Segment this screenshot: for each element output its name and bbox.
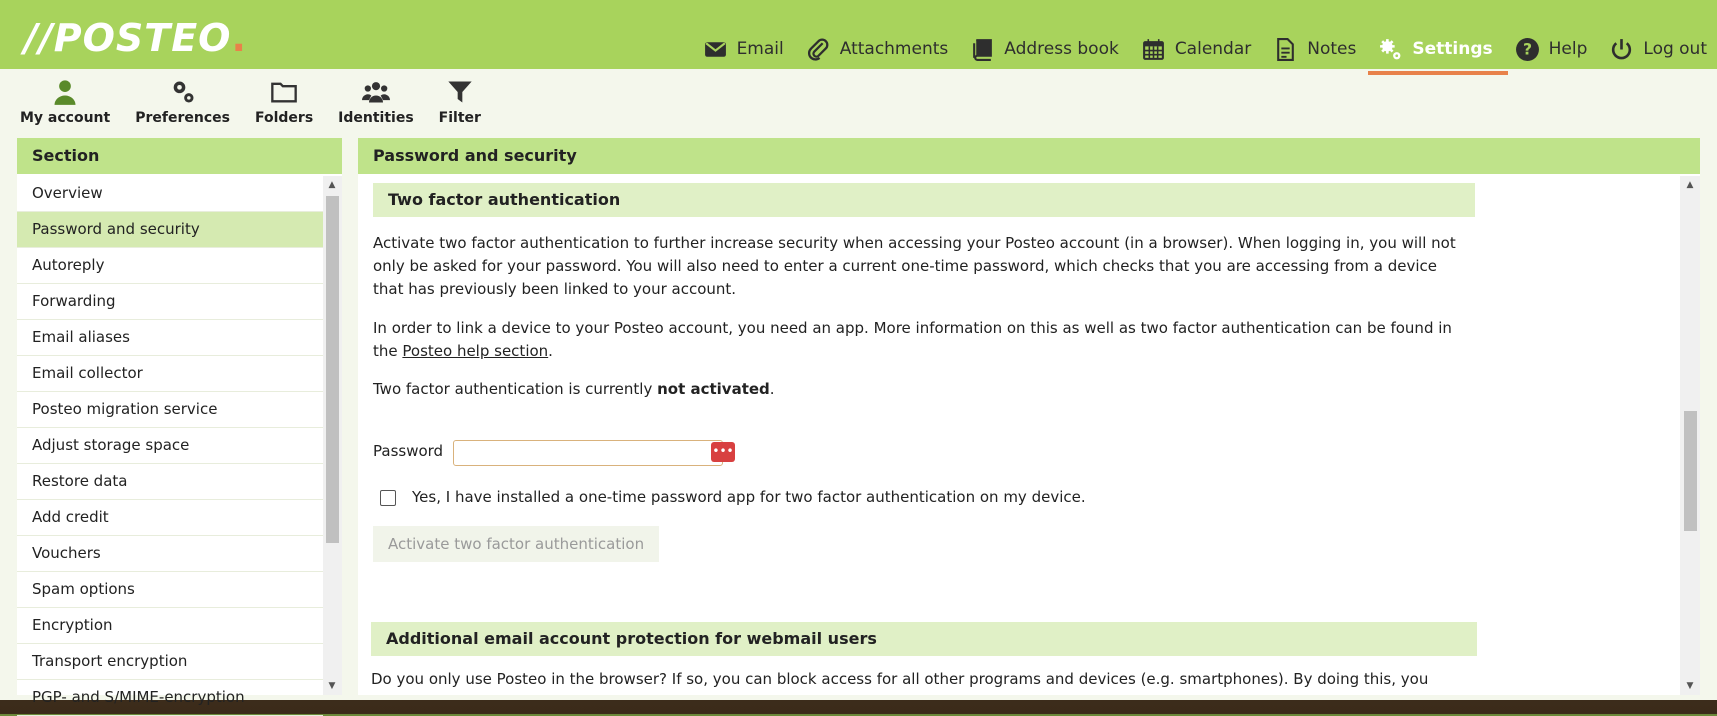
subnav-my-account[interactable]: [20, 78, 110, 126]
posteo-logo[interactable]: [24, 16, 247, 66]
sidebar-item-password-security[interactable]: Password and security: [17, 212, 323, 248]
scroll-down-arrow[interactable]: ▼: [328, 681, 336, 691]
subnav-filter[interactable]: [439, 78, 481, 126]
sidebar-heading: Section: [17, 138, 342, 174]
logo-text: //POSTEO: [24, 16, 232, 60]
sidebar-item-transport-encryption[interactable]: Transport encryption: [17, 644, 323, 680]
top-bar: [0, 0, 1717, 69]
activate-tfa-button[interactable]: Activate two factor authentication: [373, 526, 659, 562]
subnav-label: Identities: [338, 110, 414, 126]
subnav-label: Folders: [254, 110, 314, 126]
nav-label: Settings: [1412, 39, 1493, 59]
nav-address-book[interactable]: [970, 30, 1119, 68]
calendar-icon: [1141, 37, 1166, 62]
sidebar-item-overview[interactable]: Overview: [17, 176, 323, 212]
nav-attachments[interactable]: [806, 30, 949, 68]
nav-label: Attachments: [839, 39, 949, 59]
nav-help[interactable]: [1515, 30, 1588, 68]
subnav-label: Filter: [438, 110, 481, 126]
nav-email[interactable]: [703, 30, 784, 68]
password-manager-icon[interactable]: •••: [711, 442, 735, 462]
gears-icon: [169, 78, 197, 106]
envelope-icon: [703, 37, 728, 62]
tfa-status-value: not activated: [657, 380, 770, 398]
nav-label: Notes: [1307, 39, 1357, 59]
section-sidebar: [17, 138, 342, 706]
sidebar-item-restore-data[interactable]: Restore data: [17, 464, 323, 500]
nav-label: Address book: [1004, 39, 1119, 59]
svg-text:?: ?: [1522, 40, 1532, 59]
sidebar-item-encryption[interactable]: Encryption: [17, 608, 323, 644]
nav-settings[interactable]: [1378, 30, 1492, 68]
folder-icon: [270, 78, 298, 106]
tfa-app-info-end: .: [548, 342, 553, 360]
nav-logout[interactable]: [1609, 30, 1707, 68]
help-icon: [1515, 37, 1540, 62]
nav-label: Log out: [1643, 39, 1707, 59]
filter-icon: [446, 78, 474, 106]
tfa-app-info-text: In order to link a device to your Posteo account, you need an app. More information on this as well as two factor authentication can be found in the: [373, 319, 1452, 360]
webmail-protection-heading: Additional email account protection for webmail users: [371, 622, 1477, 656]
scroll-up-arrow[interactable]: ▲: [328, 180, 336, 190]
paperclip-icon: [806, 37, 831, 62]
sidebar-item-autoreply[interactable]: Autoreply: [17, 248, 323, 284]
subnav-identities[interactable]: [338, 78, 414, 126]
sidebar-list: [17, 176, 323, 706]
subnav-folders[interactable]: [255, 78, 313, 126]
tfa-status-end: .: [769, 380, 775, 398]
users-icon: [362, 78, 390, 106]
scroll-down-arrow[interactable]: ▼: [1686, 681, 1694, 691]
otp-app-checkbox-label[interactable]: Yes, I have installed a one-time password app for two factor authentication on my device.: [412, 488, 1086, 506]
settings-subnav: [20, 78, 506, 126]
content-heading: Password and security: [358, 138, 1700, 174]
sidebar-item-vouchers[interactable]: Vouchers: [17, 536, 323, 572]
sidebar-item-email-aliases[interactable]: Email aliases: [17, 320, 323, 356]
sidebar-item-pgp-smime[interactable]: PGP- and S/MIME-encryption: [17, 680, 323, 716]
subnav-label: My account: [20, 110, 111, 126]
sidebar-item-storage-space[interactable]: Adjust storage space: [17, 428, 323, 464]
tfa-heading: Two factor authentication: [373, 183, 1475, 217]
otp-app-checkbox[interactable]: [380, 490, 396, 506]
book-icon: [970, 37, 995, 62]
nav-label: Calendar: [1174, 39, 1252, 59]
tfa-status-text: Two factor authentication is currently: [373, 380, 658, 398]
sidebar-item-spam-options[interactable]: Spam options: [17, 572, 323, 608]
tfa-description: Activate two factor authentication to further increase security when accessing your Posteo account (in a browser). When logging in, you will not only be asked for your password. You will also need to enter a current one-time password, which checks that you are accessing from a device that has previously been linked to your account.: [373, 234, 1456, 298]
main-nav: [681, 30, 1707, 68]
scrollbar-thumb[interactable]: [1684, 411, 1697, 531]
nav-label: Email: [736, 39, 784, 59]
tfa-status: [373, 378, 775, 401]
subnav-label: Preferences: [135, 110, 230, 126]
sidebar-scrollbar[interactable]: [323, 176, 342, 695]
logo-dot: .: [231, 16, 247, 60]
webmail-protection-description: Do you only use Posteo in the browser? If so, you can block access for all other programs and devices (e.g. smartphones). By doing this, you: [371, 670, 1429, 688]
content-body: [358, 176, 1680, 695]
power-icon: [1609, 37, 1634, 62]
password-input[interactable]: [453, 440, 723, 466]
nav-calendar[interactable]: [1141, 30, 1251, 68]
sidebar-item-forwarding[interactable]: Forwarding: [17, 284, 323, 320]
sidebar-item-email-collector[interactable]: Email collector: [17, 356, 323, 392]
posteo-help-link[interactable]: Posteo help section: [402, 342, 549, 360]
sidebar-item-migration-service[interactable]: Posteo migration service: [17, 392, 323, 428]
sidebar-item-add-credit[interactable]: Add credit: [17, 500, 323, 536]
scrollbar-thumb[interactable]: [326, 196, 339, 543]
scroll-up-arrow[interactable]: ▲: [1686, 180, 1694, 190]
nav-notes[interactable]: [1273, 30, 1356, 68]
password-label: Password: [373, 442, 444, 460]
document-icon: [1273, 37, 1298, 62]
content-panel: [358, 138, 1700, 695]
user-icon: [51, 78, 79, 106]
nav-label: Help: [1548, 39, 1588, 59]
tfa-app-info: [373, 317, 1468, 363]
subnav-preferences[interactable]: [135, 78, 230, 126]
gears-icon: [1378, 37, 1403, 62]
content-scrollbar[interactable]: [1680, 176, 1700, 695]
